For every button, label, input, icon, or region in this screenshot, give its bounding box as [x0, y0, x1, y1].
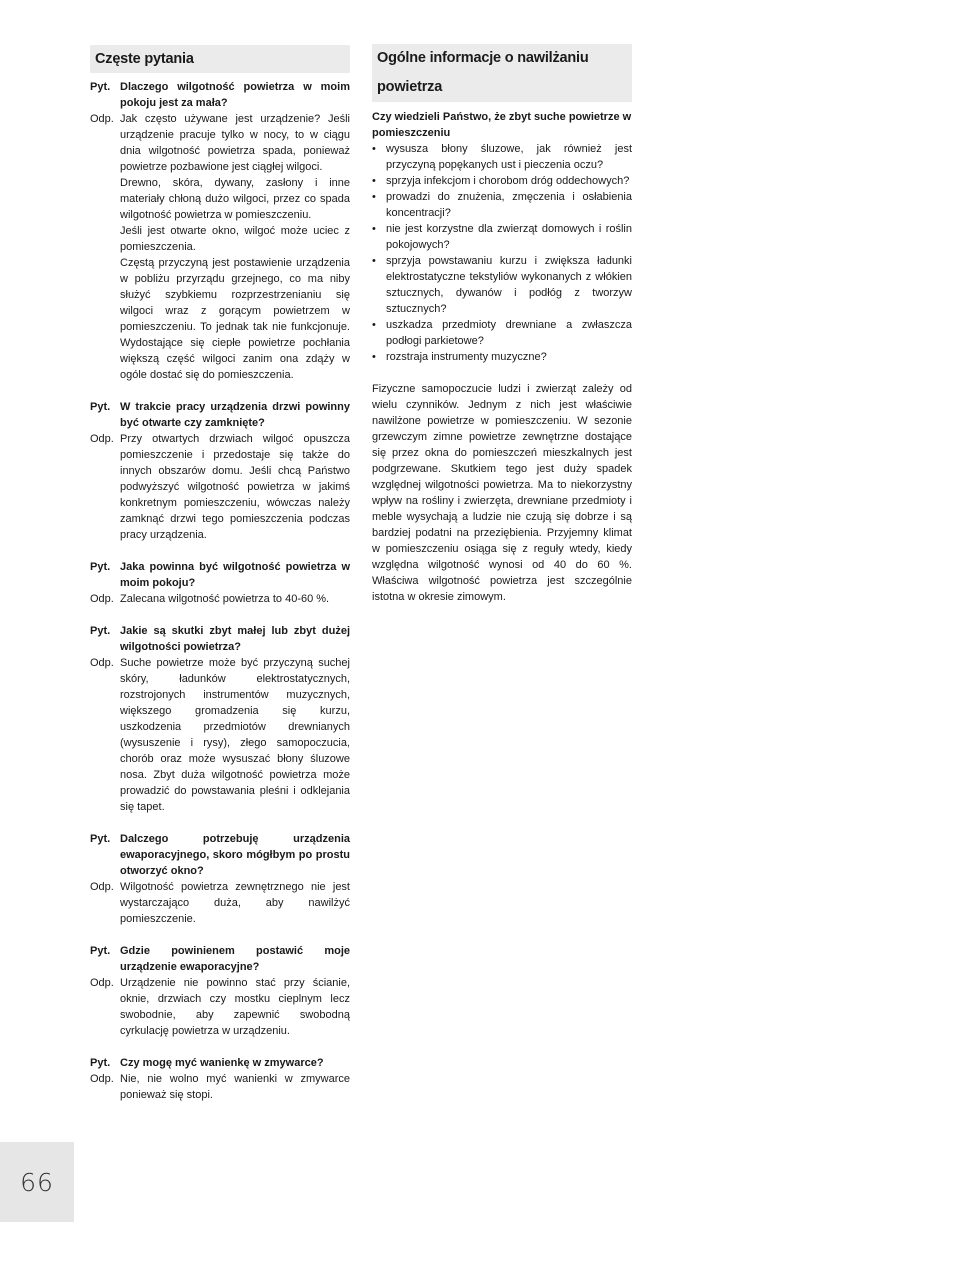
bullet-icon: •: [372, 223, 376, 235]
question-label: Pyt.: [90, 561, 111, 573]
info-intro: Czy wiedzieli Państwo, że zbyt suche powietrze w pomieszczeniu: [372, 111, 632, 139]
faq-answer-paragraph: Urządzenie nie powinno stać przy ścianie, oknie, drzwiach czy mostku cieplnym lecz swobodnie, aby zapewnić swobodną cyrkulację powietrza w urządzeniu.: [120, 977, 350, 1037]
faq-answer-paragraph: Nie, nie wolno myć wanienki w zmywarce ponieważ się stopi.: [120, 1073, 350, 1101]
faq-item: [90, 623, 350, 815]
faq-item: [90, 399, 350, 543]
faq-answer-paragraph: Częstą przyczyną jest postawienie urządzenia w pobliżu przyrządu grzejnego, co ma niby służyć szybkiemu rozprzestrzenianiu się wilgoci wraz z gorącym powietrzem w pomieszczeniu. To jednak tak nie funkcjonuje. Wydostające się ciepłe powietrze pochłania większą część wilgoci zanim ona zdąży w ogóle dostać się do pomieszczenia.: [120, 257, 350, 381]
faq-answer-row: [90, 431, 350, 543]
faq-question-row: [90, 399, 350, 431]
page-number: 66: [20, 1167, 54, 1197]
question-label: Pyt.: [90, 625, 111, 637]
faq-answer: [120, 879, 350, 927]
answer-label: Odp.: [90, 593, 114, 605]
info-bullet-text: sprzyja powstawaniu kurzu i zwiększa ładunki elektrostatyczne tekstyliów wykonanych z włókien sztucznych, dywanów i podłóg z tworzyw sztucznych?: [386, 255, 632, 315]
faq-item: [90, 943, 350, 1039]
faq-question-row: [90, 943, 350, 975]
info-bullet-text: prowadzi do znużenia, zmęczenia i osłabienia koncentracji?: [386, 191, 632, 219]
faq-list: [90, 79, 350, 1103]
question-label: Pyt.: [90, 1057, 111, 1069]
faq-item: [90, 831, 350, 927]
faq-answer: [120, 431, 350, 543]
faq-title: Częste pytania: [90, 45, 350, 73]
answer-label: Odp.: [90, 881, 114, 893]
info-title: Ogólne informacje o nawilżaniu powietrza: [372, 44, 632, 102]
faq-answer-paragraph: Drewno, skóra, dywany, zasłony i inne materiały chłoną dużo wilgoci, przez co spada wilgotność powietrza w pomieszczeniu.: [120, 177, 350, 221]
answer-label: Odp.: [90, 657, 114, 669]
faq-question-row: [90, 623, 350, 655]
info-bullet-text: nie jest korzystne dla zwierząt domowych i roślin pokojowych?: [386, 223, 632, 251]
faq-question: Gdzie powinienem postawić moje urządzenie ewaporacyjne?: [120, 945, 350, 973]
bullet-icon: •: [372, 351, 376, 363]
info-bullet-item: [372, 221, 632, 253]
faq-question: Dalczego potrzebuję urządzenia ewaporacyjnego, skoro mógłbym po prostu otworzyć okno?: [120, 833, 350, 877]
faq-question: W trakcie pracy urządzenia drzwi powinny być otwarte czy zamknięte?: [120, 401, 350, 429]
info-body: Fizyczne samopoczucie ludzi i zwierząt zależy od wielu czynników. Jednym z nich jest właściwie nawilżone powietrze w pomieszczeniu. W sezonie grzewczym zimne powietrze zewnętrzne dostające się przez okna do pomieszczeń mieszkalnych jest podgrzewane. Skutkiem tego jest duży spadek względnej wilgotności powietrza. Ma to niekorzystny wpływ na rośliny i zwierzęta, drewniane przedmioty i meble wysychają a ludzie nie czują się dobrze i są bardziej podatni na przeziębienia. Przyjemny klimat w pomieszczeniu osiąga się z reguły wtedy, kiedy względna wilgotność wynosi od 40 do 60 %. Właściwa wilgotność powietrza jest szczególnie istotna w okresie zimowym.: [372, 383, 632, 603]
faq-answer-row: [90, 1071, 350, 1103]
faq-answer: [120, 975, 350, 1039]
question-label: Pyt.: [90, 833, 111, 845]
question-label: Pyt.: [90, 81, 111, 93]
info-bullet-item: [372, 317, 632, 349]
faq-question-row: [90, 559, 350, 591]
faq-answer-row: [90, 111, 350, 383]
faq-answer-row: [90, 655, 350, 815]
faq-answer: [120, 655, 350, 815]
info-column: [372, 44, 632, 605]
info-bullet-text: sprzyja infekcjom i chorobom dróg oddechowych?: [386, 175, 630, 187]
answer-label: Odp.: [90, 1073, 114, 1085]
info-bullet-item: [372, 189, 632, 221]
faq-answer: [120, 591, 350, 607]
faq-answer-paragraph: Jeśli jest otwarte okno, wilgoć może uciec z pomieszczenia.: [120, 225, 350, 253]
bullet-icon: •: [372, 319, 376, 331]
question-label: Pyt.: [90, 401, 111, 413]
page-number-tab: [0, 1142, 74, 1222]
faq-answer-paragraph: Wilgotność powietrza zewnętrznego nie jest wystarczająco duża, aby nawilżyć pomieszczenie.: [120, 881, 350, 925]
faq-question-row: [90, 831, 350, 879]
faq-question: Dlaczego wilgotność powietrza w moim pokoju jest za mała?: [120, 81, 350, 109]
faq-item: [90, 79, 350, 383]
faq-answer: [120, 111, 350, 383]
answer-label: Odp.: [90, 433, 114, 445]
faq-question-row: [90, 1055, 350, 1071]
faq-answer-row: [90, 879, 350, 927]
faq-item: [90, 559, 350, 607]
faq-answer-paragraph: Suche powietrze może być przyczyną suchej skóry, ładunków elektrostatycznych, rozstrojonych instrumentów muzycznych, większego gromadzenia się kurzu, uszkodzenia przedmiotów drewnianych (wysuszenie i rysy), złego samopoczucia, chorób oraz może wysuszać błony śluzowe nosa. Zbyt duża wilgotność powietrza może prowadzić do powstawania pleśni i odklejania się tapet.: [120, 657, 350, 813]
faq-question: Jaka powinna być wilgotność powietrza w moim pokoju?: [120, 561, 350, 589]
faq-question-row: [90, 79, 350, 111]
answer-label: Odp.: [90, 113, 114, 125]
faq-question: Jakie są skutki zbyt małej lub zbyt dużej wilgotności powietrza?: [120, 625, 350, 653]
bullet-icon: •: [372, 255, 376, 267]
bullet-icon: •: [372, 191, 376, 203]
faq-item: [90, 1055, 350, 1103]
faq-question: Czy mogę myć wanienkę w zmywarce?: [120, 1057, 324, 1069]
info-bullet-item: [372, 141, 632, 173]
info-bullet-list: [372, 141, 632, 365]
info-bullet-text: wysusza błony śluzowe, jak również jest przyczyną popękanych ust i pieczenia oczu?: [386, 143, 632, 171]
faq-answer-row: [90, 591, 350, 607]
info-bullet-item: [372, 173, 632, 189]
info-bullet-item: [372, 253, 632, 317]
faq-answer-row: [90, 975, 350, 1039]
info-bullet-item: [372, 349, 632, 365]
faq-answer-paragraph: Przy otwartych drzwiach wilgoć opuszcza pomieszczenie i przedostaje się także do innych obszarów domu. Jeśli chcą Państwo podwyższyć wilgotność powietrza w jakimś konkretnym pomieszczeniu, wówczas należy zamknąć drzwi tego pomieszczenia podczas pracy urządzenia.: [120, 433, 350, 541]
faq-answer-paragraph: Jak często używane jest urządzenie? Jeśli urządzenie pracuje tylko w nocy, to w ciągu dnia wilgotność powietrza spada, ponieważ powietrze pozbawione jest ciągłej wilgoci.: [120, 113, 350, 173]
info-bullet-text: rozstraja instrumenty muzyczne?: [386, 351, 547, 363]
faq-column: [90, 44, 350, 1119]
faq-answer-paragraph: Zalecana wilgotność powietrza to 40-60 %.: [120, 593, 330, 605]
answer-label: Odp.: [90, 977, 114, 989]
info-bullet-text: uszkadza przedmioty drewniane a zwłaszcza podłogi parkietowe?: [386, 319, 632, 347]
question-label: Pyt.: [90, 945, 111, 957]
bullet-icon: •: [372, 143, 376, 155]
bullet-icon: •: [372, 175, 376, 187]
faq-answer: [120, 1071, 350, 1103]
